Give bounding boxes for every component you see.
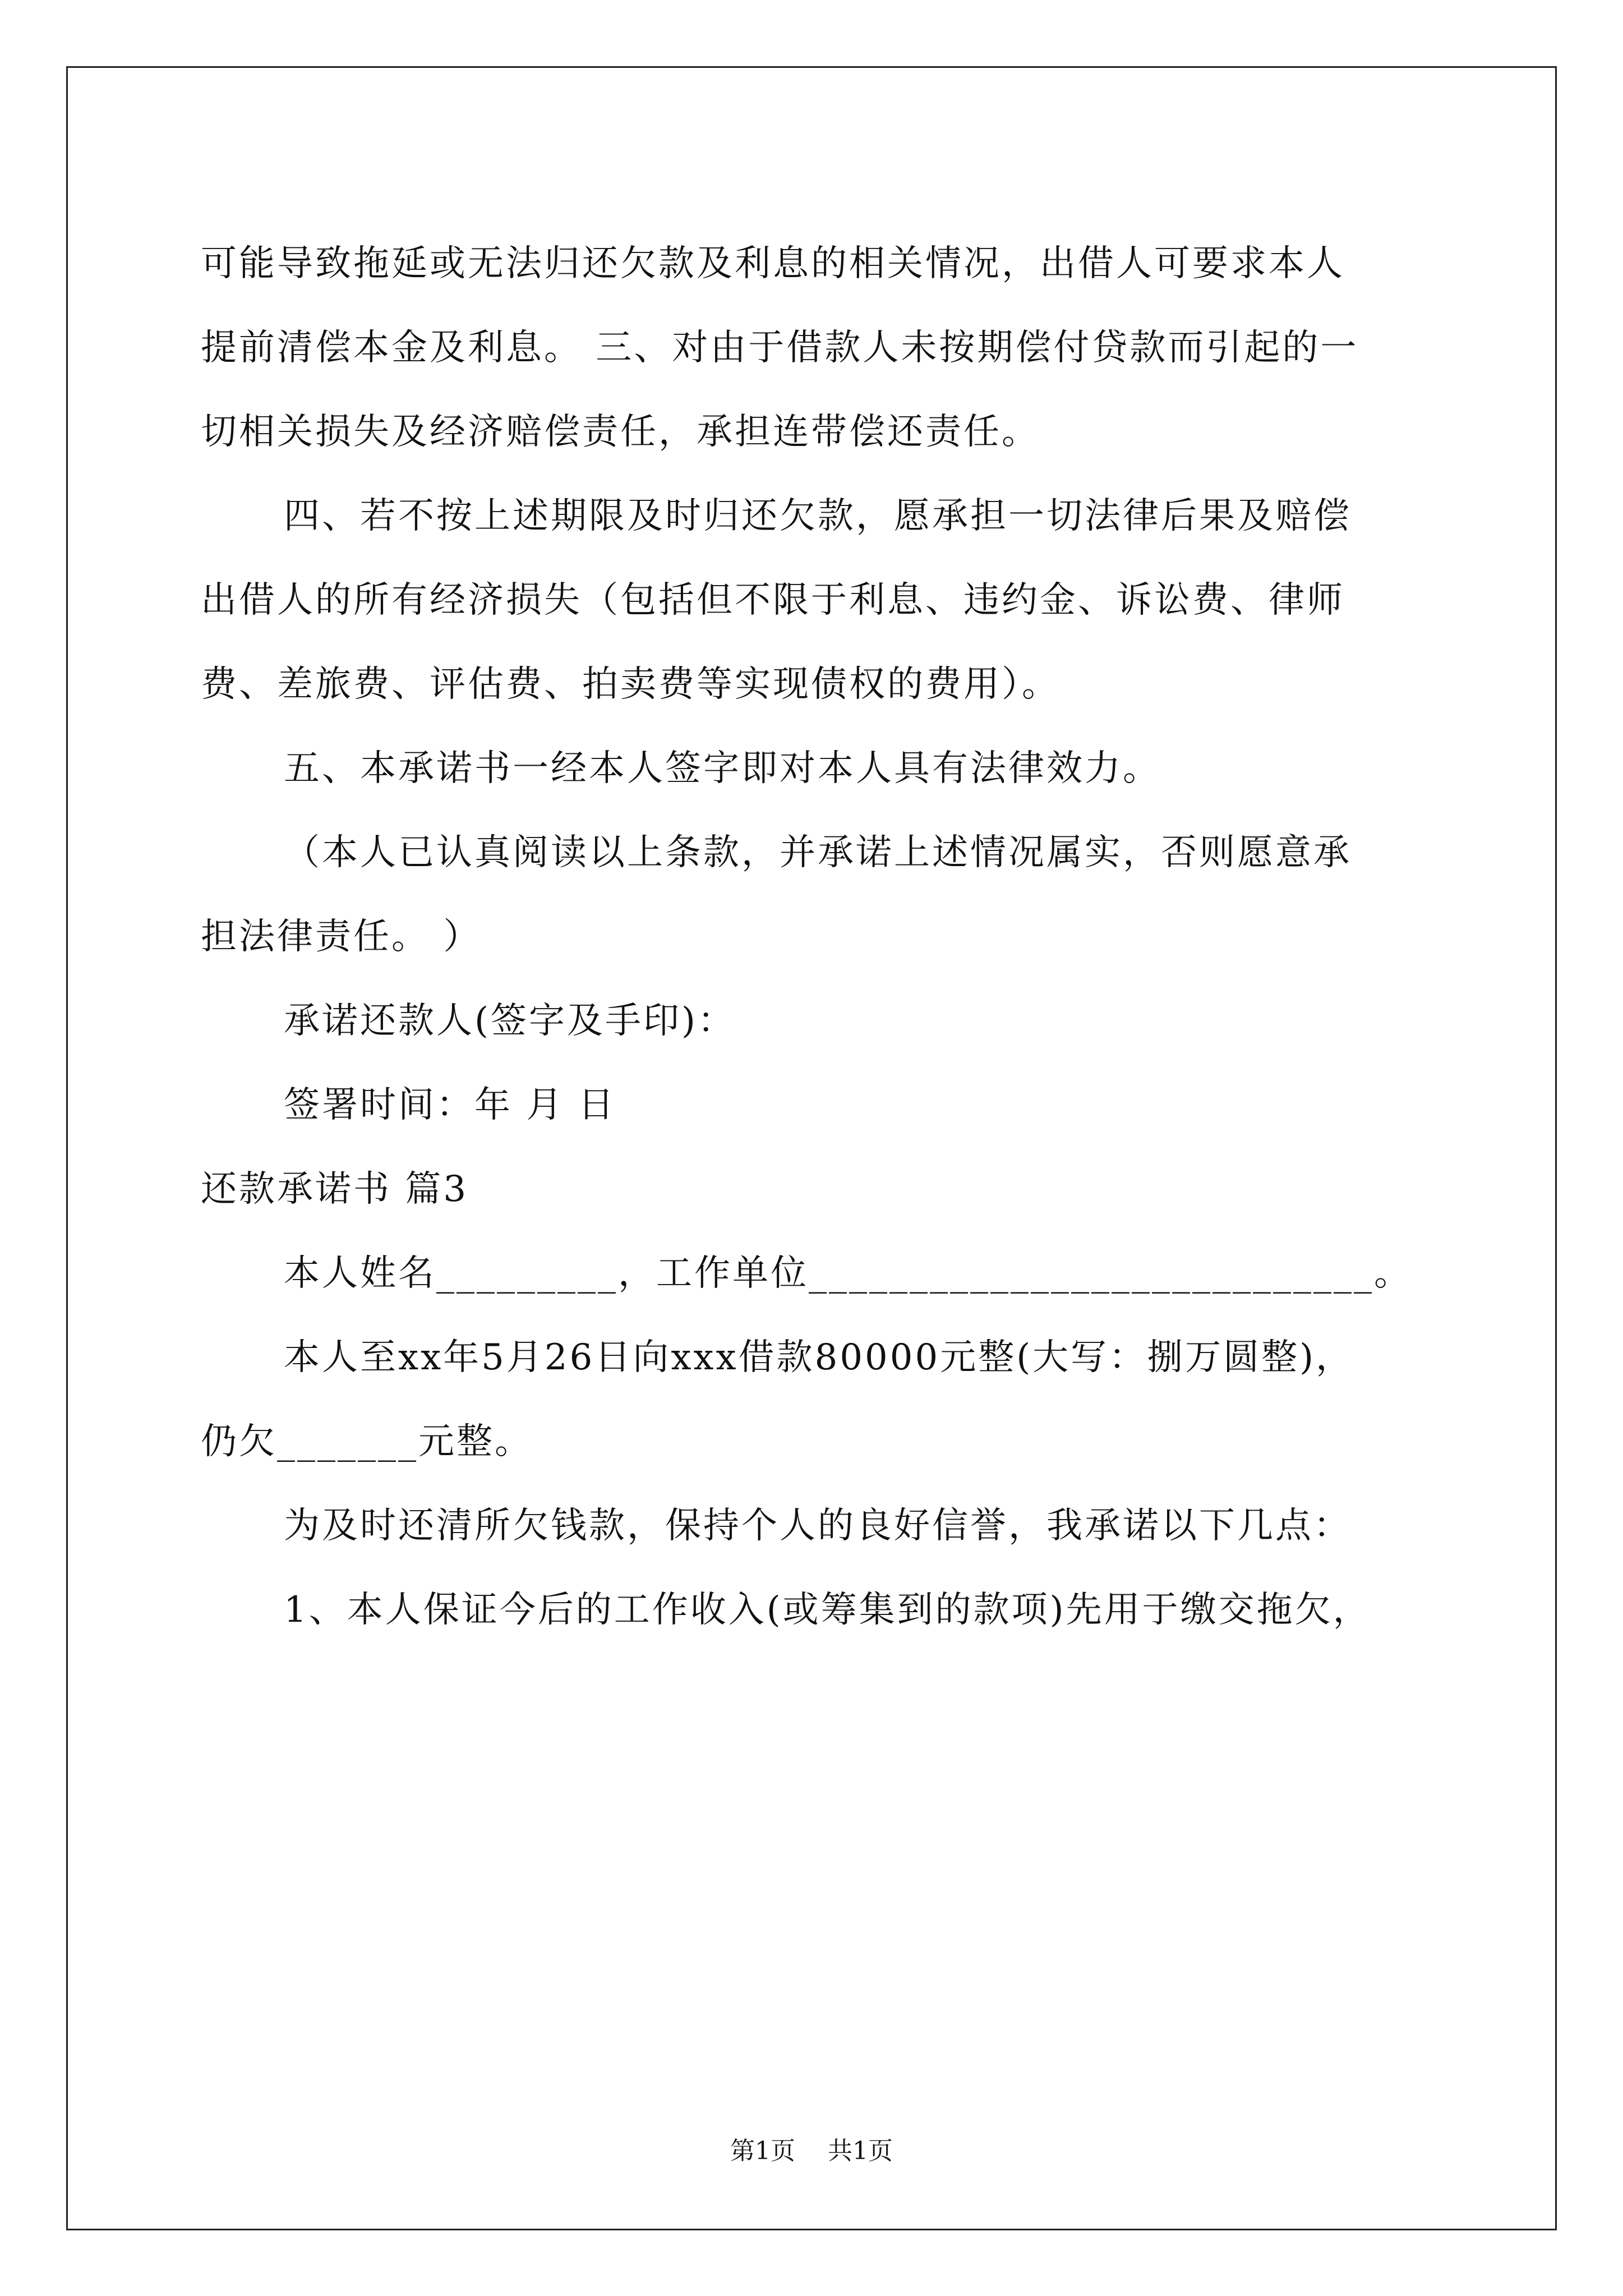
body-line: 切相关损失及经济赔偿责任，承担连带偿还责任。 (201, 411, 1040, 453)
name-employer-line: 本人姓名_________，工作单位____________________________。 (284, 1253, 1412, 1294)
body-line: 担法律责任。 ） (201, 916, 482, 958)
body-line: 出借人的所有经济损失（包括但不限于利息、违约金、诉讼费、律师 (201, 579, 1345, 621)
acknowledgement-note: （本人已认真阅读以上条款，并承诺上述情况属实，否则愿意承 (284, 832, 1352, 873)
promise-item-1: 1、本人保证今后的工作收入(或筹集到的款项)先用于缴交拖欠， (284, 1589, 1371, 1631)
page-total: 共1页 (828, 2137, 893, 2165)
clause-five: 五、本承诺书一经本人签字即对本人具有法律效力。 (284, 748, 1161, 789)
section-heading: 还款承诺书 篇3 (201, 1168, 469, 1210)
sign-date-line: 签署时间：年 月 日 (284, 1084, 616, 1126)
outstanding-amount-line: 仍欠_______元整。 (201, 1421, 533, 1462)
page-footer (0, 2131, 1623, 2166)
page-number: 第1页 (730, 2137, 795, 2165)
promise-intro: 为及时还清所欠钱款，保持个人的良好信誉，我承诺以下几点： (284, 1505, 1352, 1547)
body-line: 提前清偿本金及利息。 三、对由于借款人未按期偿付贷款而引起的一 (201, 327, 1359, 369)
body-line: 可能导致拖延或无法归还欠款及利息的相关情况，出借人可要求本人 (201, 243, 1345, 284)
clause-four: 四、若不按上述期限及时归还欠款，愿承担一切法律后果及赔偿 (284, 495, 1352, 537)
document-body (201, 222, 1423, 1652)
body-line: 费、差旅费、评估费、拍卖费等实现债权的费用）。 (201, 664, 1060, 705)
loan-statement: 本人至xx年5月26日向xxx借款80000元整(大写：捌万圆整)， (284, 1337, 1354, 1378)
signature-line: 承诺还款人(签字及手印)： (284, 1000, 736, 1042)
